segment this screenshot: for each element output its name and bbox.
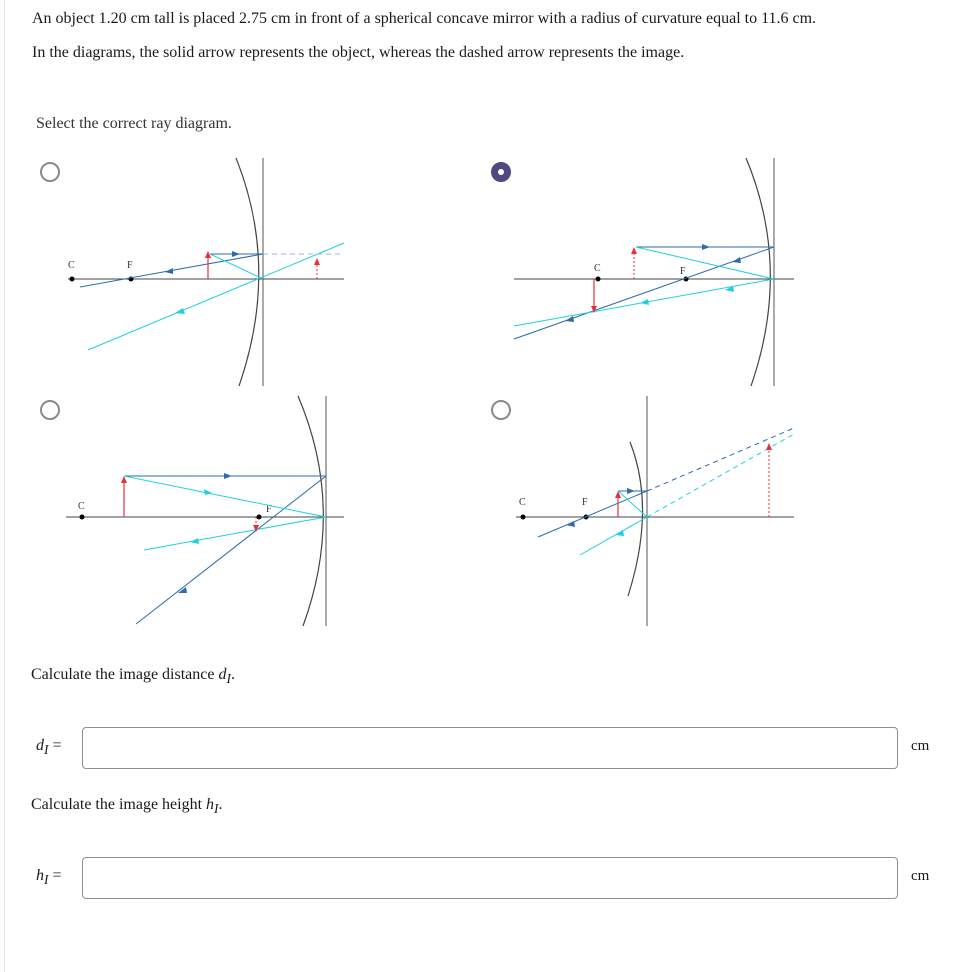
variable-subscript: I	[226, 671, 231, 687]
ray-diagram-option-2[interactable]	[510, 150, 810, 390]
question-text: Calculate the image distance	[31, 666, 219, 683]
center-point	[80, 515, 85, 520]
equals-sign: =	[52, 737, 62, 754]
variable-subscript: I	[44, 872, 49, 888]
image-distance-question	[31, 666, 235, 687]
question-text: Calculate the image height	[31, 796, 207, 813]
variable-symbol: d	[218, 666, 227, 683]
concave-mirror	[298, 396, 323, 626]
variable-symbol: h	[206, 796, 215, 813]
concave-mirror	[746, 158, 770, 386]
center-point	[596, 277, 601, 282]
label-c: C	[519, 497, 526, 508]
variable-symbol: d	[36, 737, 44, 754]
ray-diagram-option-4[interactable]	[510, 390, 810, 630]
image-height-label	[36, 867, 61, 888]
center-point	[521, 515, 526, 520]
left-border	[4, 0, 5, 972]
focal-point	[257, 515, 262, 520]
image-height-input[interactable]	[82, 857, 898, 899]
label-c: C	[594, 263, 601, 274]
variable-subscript: I	[44, 742, 49, 758]
label-c: C	[68, 260, 75, 271]
question-period: .	[218, 796, 223, 813]
image-distance-unit: cm	[911, 738, 930, 754]
radio-option-4[interactable]	[491, 400, 511, 420]
problem-statement: An object 1.20 cm tall is placed 2.75 cm in front of a spherical concave mirror with a radius of curvature equal to 11.6 cm.	[32, 10, 817, 27]
label-c: C	[78, 501, 85, 512]
radio-option-1[interactable]	[40, 162, 60, 182]
image-distance-label	[36, 737, 61, 758]
equals-sign: =	[52, 867, 62, 884]
radio-option-2[interactable]	[491, 162, 511, 182]
center-point	[70, 277, 75, 282]
image-distance-input[interactable]	[82, 727, 898, 769]
concave-mirror	[628, 442, 643, 596]
variable-symbol: h	[36, 867, 44, 884]
ray-diagram-option-1[interactable]	[60, 150, 360, 390]
label-f: F	[266, 504, 272, 515]
diagram-prompt: Select the correct ray diagram.	[36, 115, 232, 132]
label-f: F	[680, 266, 686, 277]
variable-subscript: I	[214, 801, 219, 817]
diagram-legend-note: In the diagrams, the solid arrow represents the object, whereas the dashed arrow represents the image.	[32, 44, 685, 61]
image-height-question	[31, 796, 223, 817]
image-height-unit: cm	[911, 868, 930, 884]
radio-option-3[interactable]	[40, 400, 60, 420]
ray-diagram-option-3[interactable]	[60, 390, 360, 630]
question-period: .	[230, 666, 235, 683]
label-f: F	[582, 497, 588, 508]
label-f: F	[127, 260, 133, 271]
